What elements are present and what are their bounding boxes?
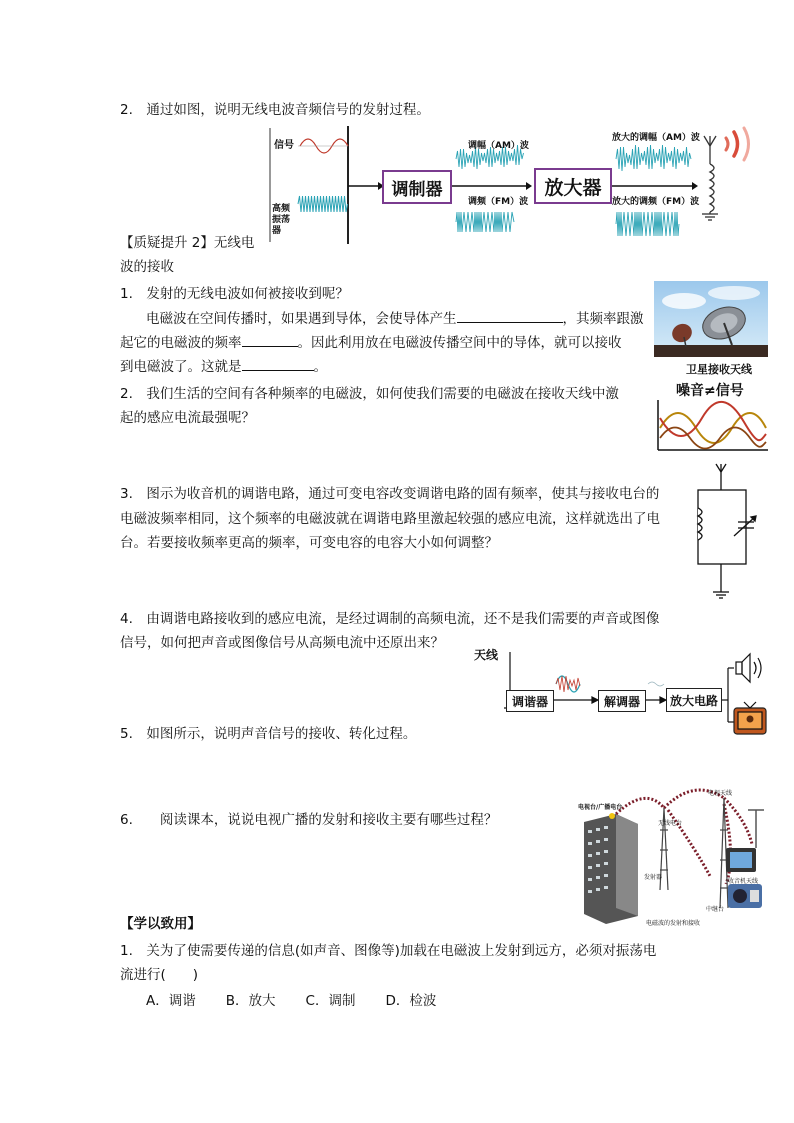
tuner-box: 调谐器 bbox=[506, 690, 554, 712]
tuning-circuit-diagram bbox=[690, 462, 760, 602]
modulator-box: 调制器 bbox=[382, 170, 452, 204]
question-6: 6. 阅读课本，说说电视广播的发射和接收主要有哪些过程？ bbox=[120, 812, 498, 828]
mcq-1-line1: 1. 关为了使需要传递的信息(如声音、图像等)加载在电磁波上发射到远方，必须对振荡电 bbox=[120, 943, 657, 959]
noise-signal-caption: 噪音≠信号 bbox=[676, 383, 744, 399]
mcq-1-options bbox=[146, 989, 436, 1009]
am-wave-label: 调幅（AM）波 bbox=[468, 141, 529, 151]
radiation-icon bbox=[726, 128, 749, 160]
wireless-relay-label: 无线电台 bbox=[658, 820, 683, 827]
question-2-transmission: 2. 通过如图，说明无线电波音频信号的发射过程。 bbox=[120, 102, 430, 118]
question-2-reception-line1: 2. 我们生活的空间有各种频率的电磁波，如何使我们需要的电磁波在接收天线中激 bbox=[120, 386, 619, 402]
section-heading-apply: 【学以致用】 bbox=[120, 916, 201, 932]
paragraph-line-1: 电磁波在空间传播时，如果遇到导体，会使导体产生 ，其频率跟激 bbox=[146, 307, 644, 327]
answer-blank-2[interactable] bbox=[242, 332, 298, 347]
question-1-reception: 1. 发射的无线电波如何被接收到呢？ bbox=[120, 286, 349, 302]
tv-icon bbox=[734, 702, 766, 734]
fm-wave-label: 调频（FM）波 bbox=[468, 197, 529, 207]
signal-label: 信号 bbox=[274, 140, 294, 151]
high-frequency-wave bbox=[298, 196, 348, 212]
transmission-figure bbox=[268, 124, 758, 246]
amplifier-box: 放大器 bbox=[534, 168, 612, 204]
satellite-dish-photo bbox=[654, 281, 768, 357]
relay-label: 中继台 bbox=[706, 906, 725, 913]
section-heading-reception: 【质疑提升 2】无线电 bbox=[120, 235, 255, 251]
broadcast-caption: 电磁波的发射和接收 bbox=[646, 920, 701, 927]
receiver-block-diagram bbox=[472, 644, 772, 744]
amp-circuit-box: 放大电路 bbox=[666, 688, 722, 712]
radio-set-icon bbox=[728, 884, 762, 908]
building-icon bbox=[584, 813, 638, 924]
transmitter-label: 发射器 bbox=[644, 874, 663, 881]
paragraph-line-2: 起它的电磁波的频率 。因此利用放在电磁波传播空间中的导体，就可以接收 bbox=[120, 331, 622, 351]
question-4-line2: 信号，如何把声音或图像信号从高频电流中还原出来？ bbox=[120, 635, 444, 651]
option-d[interactable]: D．检波 bbox=[385, 993, 437, 1009]
noise-signal-graph bbox=[654, 398, 770, 454]
tv-broadcast-illustration bbox=[576, 780, 772, 928]
tv-antenna-label: 电视天线 bbox=[708, 790, 733, 797]
question-2-reception-line2: 起的感应电流最强呢？ bbox=[120, 410, 255, 426]
antenna-coil-icon bbox=[702, 136, 718, 220]
demodulator-box: 解调器 bbox=[598, 690, 646, 712]
question-5: 5. 如图所示，说明声音信号的接收、转化过程。 bbox=[120, 726, 417, 742]
speaker-icon bbox=[736, 654, 761, 682]
mcq-1-line2: 流进行( ) bbox=[120, 967, 199, 983]
tv-set-icon bbox=[726, 810, 764, 872]
station-label: 电视台/广播电台 bbox=[578, 804, 623, 811]
amplified-am-label: 放大的调幅（AM）波 bbox=[612, 133, 700, 143]
question-3-line2: 电磁波频率相同，这个频率的电磁波就在调谐电路里激起较强的感应电流，这样就选出了电 bbox=[120, 511, 660, 527]
satellite-caption: 卫星接收天线 bbox=[686, 363, 752, 376]
amplified-fm-label: 放大的调频（FM）波 bbox=[612, 197, 700, 207]
answer-blank-3[interactable] bbox=[242, 356, 314, 371]
antenna-label: 天线 bbox=[474, 648, 499, 662]
section-heading-reception-cont: 波的接收 bbox=[120, 259, 174, 275]
hf-oscillator-label: 高频振荡器 bbox=[272, 204, 291, 236]
option-b[interactable]: B．放大 bbox=[225, 993, 276, 1009]
question-3-line1: 3. 图示为收音机的调谐电路，通过可变电容改变调谐电路的固有频率，使其与接收电台的 bbox=[120, 486, 660, 502]
question-4-line1: 4. 由调谐电路接收到的感应电流，是经过调制的高频电流，还不是我们需要的声音或图像 bbox=[120, 611, 660, 627]
option-a[interactable]: A．调谐 bbox=[146, 993, 196, 1009]
option-c[interactable]: C．调制 bbox=[305, 993, 356, 1009]
fm-wave bbox=[456, 212, 679, 236]
paragraph-line-3: 到电磁波了。这就是 。 bbox=[120, 355, 327, 375]
answer-blank-1[interactable] bbox=[457, 308, 563, 323]
question-3-line3: 台。若要接收频率更高的频率，可变电容的电容大小如何调整？ bbox=[120, 535, 498, 551]
radio-antenna-label: 收音机天线 bbox=[728, 878, 759, 885]
